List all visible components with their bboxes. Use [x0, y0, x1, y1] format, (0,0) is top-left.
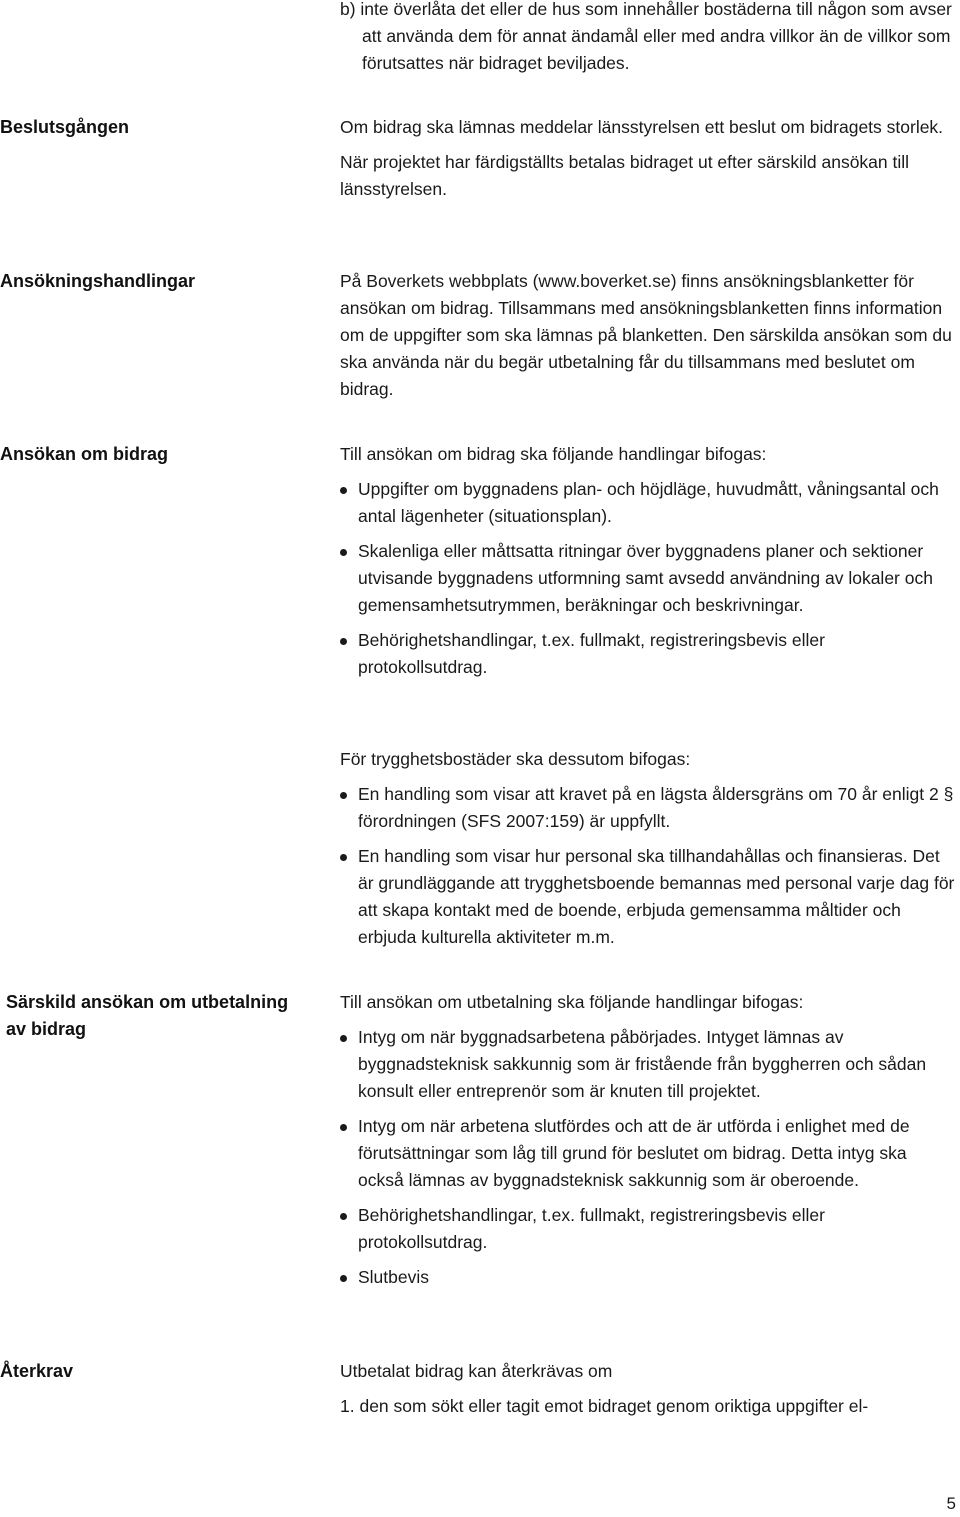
bullet-icon	[340, 549, 347, 556]
bullet-icon	[340, 1213, 347, 1220]
aterkrav-item-1: 1. den som sökt eller tagit emot bidraget genom oriktiga uppgifter el-	[340, 1396, 869, 1416]
trygghet-intro: För trygghetsbostäder ska dessutom bifogas:	[340, 749, 691, 769]
continued-item-b: b) inte överlåta det eller de hus som innehåller bostäderna till någon som avser att använda dem för annat ändamål eller med andra villkor än de villkor som förutsattes när bidraget beviljades.	[340, 0, 952, 73]
bullet-icon	[340, 854, 347, 861]
list-item: En handling som visar att kravet på en lägsta åldersgräns om 70 år enligt 2 § förordningen (SFS 2007:159) är uppfyllt.	[340, 781, 955, 835]
heading-beslutsgangen: Beslutsgången	[0, 117, 130, 137]
list-item: En handling som visar hur personal ska tillhandahållas och finansieras. Det är grundläggande att trygghetsboende bemannas med personal varje dag för att skapa kontakt med de boende, erbjuda gemensamma måltider och erbjuda kulturella aktiviteter m.m.	[340, 843, 955, 951]
heading-utbetalning: Särskild ansökan om utbetalning av bidrag	[6, 992, 289, 1039]
trygghet-list	[340, 781, 955, 951]
heading-ansokan-om-bidrag: Ansökan om bidrag	[0, 444, 169, 464]
handlingar-paragraph: På Boverkets webbplats (www.boverket.se) finns ansökningsblanketter för ansökan om bidrag. Tillsammans med ansökningsblanketten finns information om de uppgifter som ska lämnas på blanketten. Den särskilda ansökan som du ska använda när du begär utbetalning får du tillsammans med beslutet om bidrag.	[340, 271, 952, 399]
bullet-icon	[340, 792, 347, 799]
section-utbetalning	[340, 989, 955, 1291]
ansokan-list	[340, 476, 955, 681]
list-item: Slutbevis	[340, 1264, 955, 1291]
bullet-icon	[340, 638, 347, 645]
section-aterkrav	[340, 1358, 955, 1420]
list-item: Intyg om när byggnadsarbetena påbörjades. Intyget lämnas av byggnadsteknisk sakkunnig som är fristående från byggherren och sådan konsult eller entreprenör som är knuten till projektet.	[340, 1024, 955, 1105]
section-ansokningshandlingar	[340, 268, 955, 403]
bullet-icon	[340, 1275, 347, 1282]
heading-ansokningshandlingar: Ansökningshandlingar	[0, 271, 196, 291]
list-item: Behörighetshandlingar, t.ex. fullmakt, registreringsbevis eller protokollsutdrag.	[340, 627, 955, 681]
utbetalning-intro: Till ansökan om utbetalning ska följande handlingar bifogas:	[340, 992, 804, 1012]
section-beslutsgangen	[340, 114, 955, 203]
list-item: Behörighetshandlingar, t.ex. fullmakt, registreringsbevis eller protokollsutdrag.	[340, 1202, 955, 1256]
beslut-paragraph-2: När projektet har färdigställts betalas bidraget ut efter särskild ansökan till länsstyrelsen.	[340, 152, 910, 199]
bullet-icon	[340, 1124, 347, 1131]
bullet-icon	[340, 1035, 347, 1042]
aterkrav-intro: Utbetalat bidrag kan återkrävas om	[340, 1361, 613, 1381]
beslut-paragraph-1: Om bidrag ska lämnas meddelar länsstyrelsen ett beslut om bidragets storlek.	[340, 117, 944, 137]
list-item: Uppgifter om byggnadens plan- och höjdläge, huvudmått, våningsantal och antal lägenheter (situationsplan).	[340, 476, 955, 530]
bullet-icon	[340, 487, 347, 494]
ansokan-intro: Till ansökan om bidrag ska följande handlingar bifogas:	[340, 444, 767, 464]
utbetalning-list	[340, 1024, 955, 1291]
heading-aterkrav: Återkrav	[0, 1361, 74, 1381]
list-item: Intyg om när arbetena slutfördes och att de är utförda i enlighet med de förutsättningar som låg till grund för beslutet om bidrag. Detta intyg ska också lämnas av byggnadsteknisk sakkunnig som är oberoende.	[340, 1113, 955, 1194]
section-trygghetsbostader	[340, 746, 955, 951]
section-ansokan-om-bidrag	[340, 441, 955, 681]
list-item: Skalenliga eller måttsatta ritningar över byggnadens planer och sektioner utvisande byggnadens utformning samt avsedd användning av lokaler och gemensamhetsutrymmen, beräkningar och beskrivningar.	[340, 538, 955, 619]
page-number: 5	[946, 1494, 956, 1513]
